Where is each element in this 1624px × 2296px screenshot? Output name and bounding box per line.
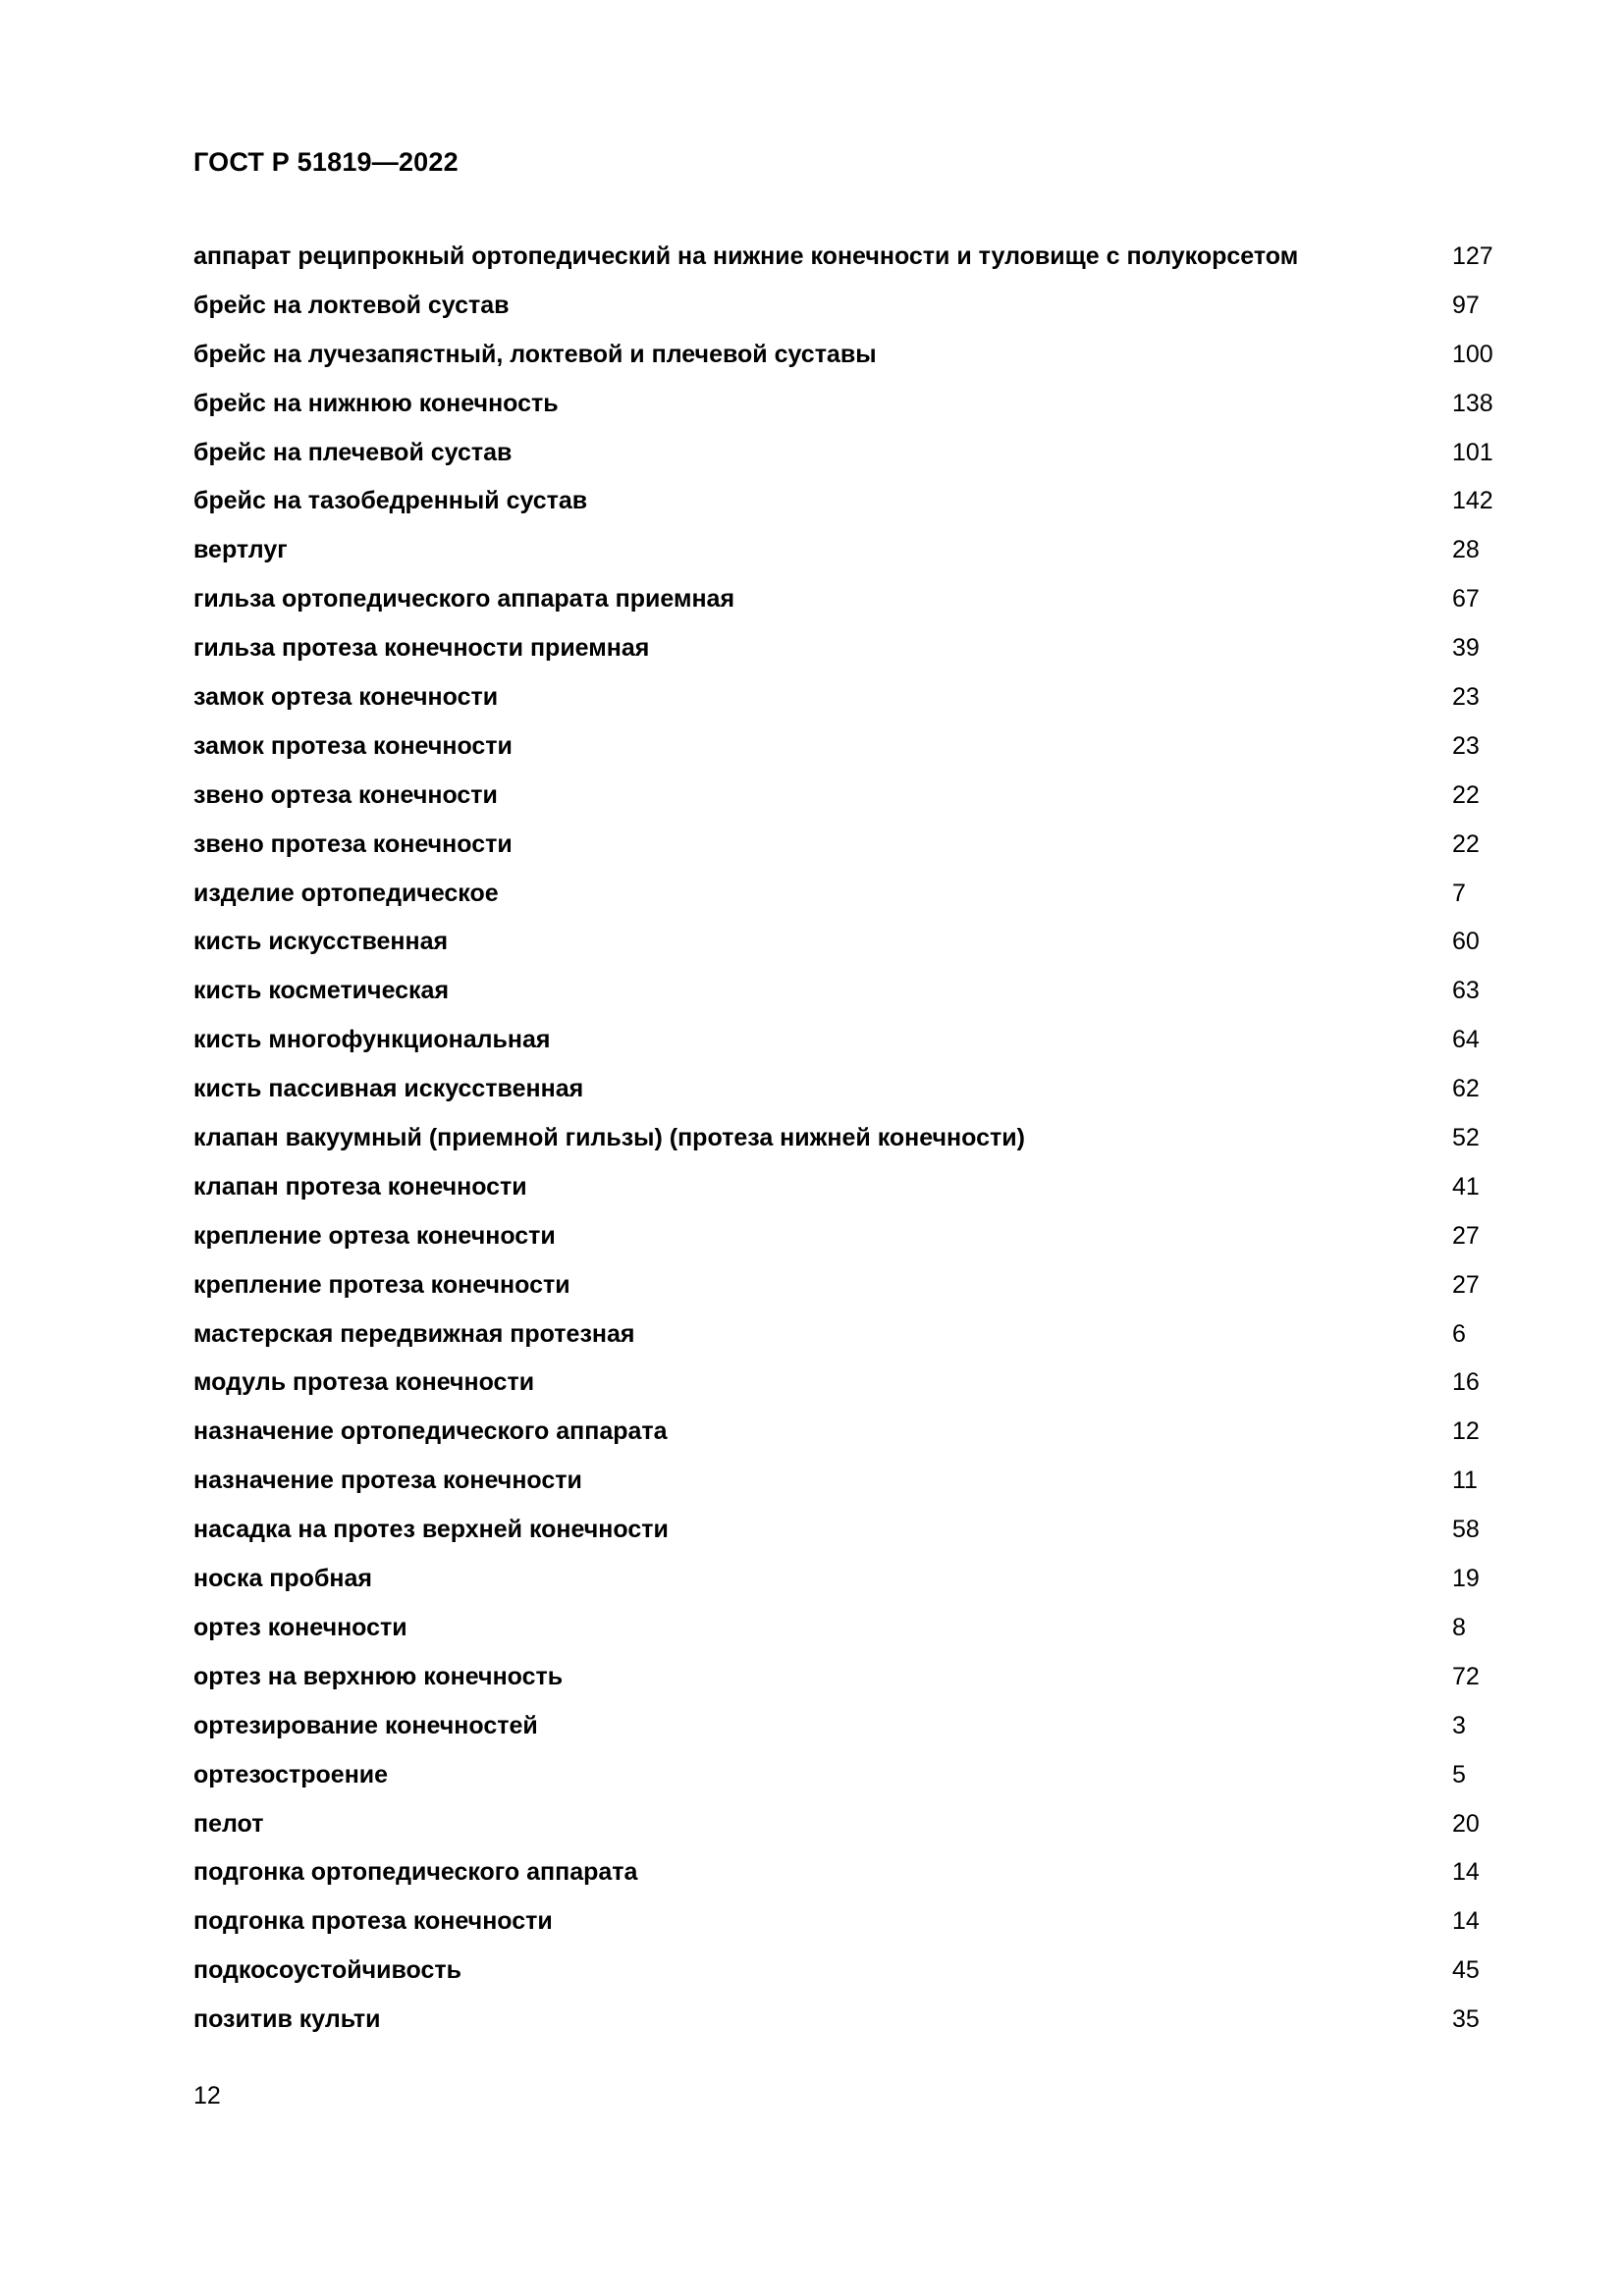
index-entry (193, 780, 1499, 829)
index-entry (193, 633, 1499, 682)
index-term-number: 72 (1452, 1662, 1480, 1690)
index-term-number: 138 (1452, 389, 1493, 417)
index-term: мастерская передвижная протезная (193, 1319, 635, 1348)
index-term-number: 5 (1452, 1760, 1466, 1789)
index-term: подкосоустойчивость (193, 1956, 461, 1985)
index-entry (193, 1466, 1499, 1515)
index-term: гильза ортопедического аппарата приемная (193, 585, 735, 614)
index-term-number: 23 (1452, 683, 1480, 712)
index-term: брейс на лучезапястный, локтевой и плечевой суставы (193, 340, 877, 368)
index-term: носка пробная (193, 1565, 372, 1593)
index-term: брейс на плечевой сустав (193, 438, 513, 466)
index-term-number: 60 (1452, 928, 1480, 956)
index-term-number: 142 (1452, 487, 1493, 515)
index-entry (193, 1172, 1499, 1221)
index-entry (193, 1416, 1499, 1466)
index-entry (193, 1074, 1499, 1123)
index-entry (193, 1515, 1499, 1564)
index-term: подгонка протеза конечности (193, 1907, 553, 1936)
index-entry (193, 340, 1499, 389)
index-entry (193, 1955, 1499, 2004)
index-term: подгонка ортопедического аппарата (193, 1858, 638, 1887)
index-term-number: 14 (1452, 1907, 1480, 1936)
index-entry (193, 1025, 1499, 1074)
index-entry (193, 731, 1499, 780)
index-term: ортез конечности (193, 1613, 407, 1641)
page-number: 12 (193, 2082, 221, 2109)
index-entry (193, 241, 1499, 291)
index-term-number: 101 (1452, 438, 1493, 466)
index-entry (193, 1857, 1499, 1906)
index-entry (193, 486, 1499, 535)
index-term-number: 28 (1452, 536, 1480, 564)
index-term-number: 62 (1452, 1075, 1480, 1103)
index-term: кисть искусственная (193, 928, 449, 956)
index-entry (193, 1319, 1499, 1368)
index-term: замок ортеза конечности (193, 683, 499, 712)
index-term-number: 19 (1452, 1565, 1480, 1593)
index-entry (193, 682, 1499, 731)
index-term: крепление ортеза конечности (193, 1221, 556, 1250)
index-term: клапан вакуумный (приемной гильзы) (протеза нижней конечности) (193, 1124, 1025, 1152)
index-entry (193, 1662, 1499, 1711)
index-entry (193, 1123, 1499, 1172)
index-term: замок протеза конечности (193, 731, 513, 760)
index-entry (193, 1809, 1499, 1858)
index-term: крепление протеза конечности (193, 1270, 570, 1299)
index-term: гильза протеза конечности приемная (193, 634, 650, 663)
index-term-number: 27 (1452, 1221, 1480, 1250)
index-term: позитив культи (193, 2005, 381, 2034)
index-entry (193, 1613, 1499, 1662)
index-term-number: 39 (1452, 634, 1480, 663)
index-term-number: 8 (1452, 1613, 1466, 1641)
index-term-number: 45 (1452, 1956, 1480, 1985)
index-term: назначение протеза конечности (193, 1467, 582, 1495)
index-term: аппарат реципрокный ортопедический на нижние конечности и туловище с полукорсетом (193, 242, 1299, 270)
index-term-number: 41 (1452, 1172, 1480, 1201)
index-term: ортезостроение (193, 1760, 389, 1789)
index-term-number: 12 (1452, 1417, 1480, 1446)
index-term-number: 7 (1452, 879, 1466, 907)
index-term: клапан протеза конечности (193, 1172, 527, 1201)
index-term: ортез на верхнюю конечность (193, 1662, 564, 1690)
index-term-number: 27 (1452, 1270, 1480, 1299)
index-entry (193, 879, 1499, 928)
index-entry (193, 976, 1499, 1025)
index-term: брейс на тазобедренный сустав (193, 487, 588, 515)
index-term-number: 3 (1452, 1711, 1466, 1739)
index-entry (193, 291, 1499, 340)
index-term: назначение ортопедического аппарата (193, 1417, 668, 1446)
index-term-number: 52 (1452, 1124, 1480, 1152)
index-entry (193, 1564, 1499, 1613)
index-entry (193, 1906, 1499, 1955)
index-entry (193, 389, 1499, 438)
index-entry (193, 584, 1499, 633)
index-term: пелот (193, 1809, 264, 1838)
index-term-number: 97 (1452, 291, 1480, 319)
index-term-number: 22 (1452, 780, 1480, 809)
index-entry (193, 1367, 1499, 1416)
index-entry (193, 1270, 1499, 1319)
index-term-number: 16 (1452, 1368, 1480, 1397)
index-term-number: 11 (1452, 1467, 1478, 1495)
index-entry (193, 1760, 1499, 1809)
term-index-list (193, 241, 1499, 2054)
index-term-number: 14 (1452, 1858, 1480, 1887)
index-term-number: 6 (1452, 1319, 1466, 1348)
index-term-number: 67 (1452, 585, 1480, 614)
index-term: кисть косметическая (193, 977, 450, 1005)
index-term: модуль протеза конечности (193, 1368, 535, 1397)
index-term-number: 20 (1452, 1809, 1480, 1838)
index-term: звено ортеза конечности (193, 780, 498, 809)
index-term-number: 58 (1452, 1516, 1480, 1544)
index-term: кисть пассивная искусственная (193, 1075, 584, 1103)
index-term-number: 63 (1452, 977, 1480, 1005)
document-header: ГОСТ Р 51819—2022 (193, 147, 459, 177)
index-term-number: 100 (1452, 340, 1493, 368)
index-term-number: 64 (1452, 1026, 1480, 1054)
index-term-number: 127 (1452, 242, 1493, 270)
index-term-number: 35 (1452, 2005, 1480, 2034)
index-entry (193, 535, 1499, 584)
index-term: вертлуг (193, 536, 288, 564)
index-term: насадка на протез верхней конечности (193, 1516, 669, 1544)
index-entry (193, 927, 1499, 976)
index-term: брейс на нижнюю конечность (193, 389, 559, 417)
index-term-number: 23 (1452, 731, 1480, 760)
index-entry (193, 829, 1499, 879)
index-term: изделие ортопедическое (193, 879, 499, 907)
index-term: брейс на локтевой сустав (193, 291, 510, 319)
index-entry (193, 438, 1499, 487)
index-term: кисть многофункциональная (193, 1026, 551, 1054)
index-entry (193, 2004, 1499, 2054)
index-term: звено протеза конечности (193, 829, 513, 858)
index-term-number: 22 (1452, 829, 1480, 858)
index-entry (193, 1221, 1499, 1270)
index-entry (193, 1711, 1499, 1760)
index-term: ортезирование конечностей (193, 1711, 538, 1739)
